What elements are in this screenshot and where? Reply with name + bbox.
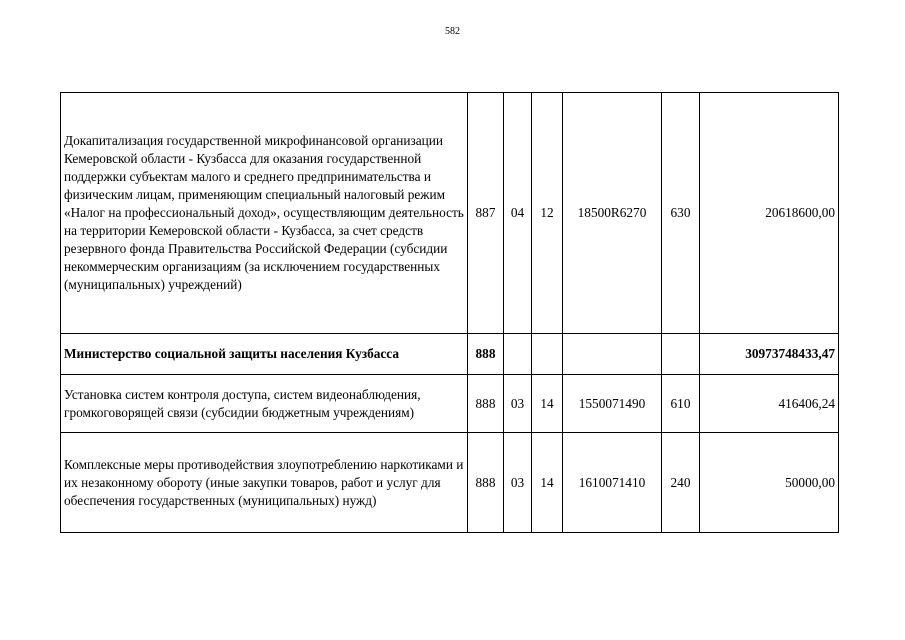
ministry-code: 888 bbox=[468, 375, 504, 433]
section-code bbox=[504, 334, 532, 375]
expense-type-code: 610 bbox=[662, 375, 700, 433]
table-row bbox=[61, 93, 839, 334]
ministry-code: 888 bbox=[468, 334, 504, 375]
subsection-code: 14 bbox=[532, 433, 563, 533]
row-name: Установка систем контроля доступа, систем видеонаблюдения, громкоговорящей связи (субсидии бюджетным учреждениям) bbox=[61, 375, 468, 433]
row-name: Докапитализация государственной микрофинансовой организации Кемеровской области - Кузбасса для оказания государственной поддержки субъектам малого и среднего предпринимательства и физическим лицам, применяющим специальный налоговый режим «Налог на профессиональный доход», осуществляющим деятельность на территории Кемеровской области - Кузбасса, за счет средств резервного фонда Правительства Российской Федерации (субсидии некоммерческим организациям (за исключением государственных (муниципальных) учреждений) bbox=[61, 93, 468, 334]
subsection-code: 12 bbox=[532, 93, 563, 334]
target-article-code: 18500R6270 bbox=[563, 93, 662, 334]
target-article-code: 1550071490 bbox=[563, 375, 662, 433]
amount: 20618600,00 bbox=[700, 93, 839, 334]
row-name: Комплексные меры противодействия злоупотреблению наркотиками и их незаконному обороту (иные закупки товаров, работ и услуг для обеспечения государственных (муниципальных) нужд) bbox=[61, 433, 468, 533]
section-code: 04 bbox=[504, 93, 532, 334]
expense-type-code: 630 bbox=[662, 93, 700, 334]
table-row bbox=[61, 334, 839, 375]
ministry-code: 888 bbox=[468, 433, 504, 533]
ministry-code: 887 bbox=[468, 93, 504, 334]
target-article-code bbox=[563, 334, 662, 375]
amount: 416406,24 bbox=[700, 375, 839, 433]
table-row bbox=[61, 375, 839, 433]
row-name: Министерство социальной защиты населения Кузбасса bbox=[61, 334, 468, 375]
budget-table bbox=[60, 92, 839, 533]
table-row bbox=[61, 433, 839, 533]
section-code: 03 bbox=[504, 433, 532, 533]
section-code: 03 bbox=[504, 375, 532, 433]
page-number: 582 bbox=[445, 26, 460, 37]
expense-type-code bbox=[662, 334, 700, 375]
subsection-code: 14 bbox=[532, 375, 563, 433]
subsection-code bbox=[532, 334, 563, 375]
amount: 30973748433,47 bbox=[700, 334, 839, 375]
amount: 50000,00 bbox=[700, 433, 839, 533]
target-article-code: 1610071410 bbox=[563, 433, 662, 533]
expense-type-code: 240 bbox=[662, 433, 700, 533]
